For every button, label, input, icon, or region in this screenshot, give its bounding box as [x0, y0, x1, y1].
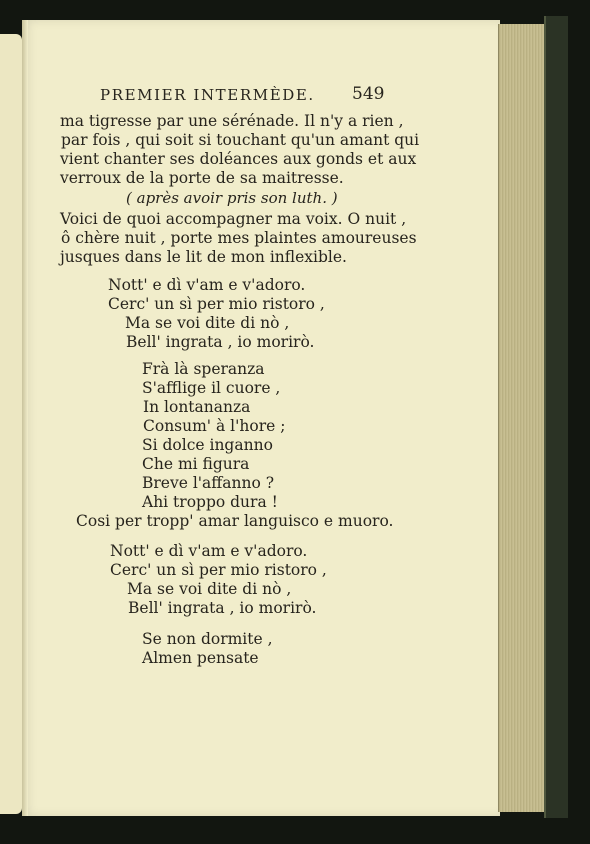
- verse-line: Ma se voi dite di nò ,: [127, 580, 292, 598]
- verse-line: Ma se voi dite di nò ,: [125, 314, 290, 332]
- verse-line: Cerc' un sì per mio ristoro ,: [110, 561, 327, 579]
- prose-line: vient chanter ses doléances aux gonds et aux: [60, 150, 417, 168]
- facing-page-edge: [0, 34, 22, 814]
- verse-line: Che mi figura: [142, 455, 250, 473]
- verse-line: In lontananza: [143, 398, 251, 416]
- verse-line: Bell' ingrata , io morirò.: [128, 599, 317, 617]
- speech-line: ô chère nuit , porte mes plaintes amoureuses: [61, 229, 417, 247]
- verse-line: Nott' e dì v'am e v'adoro.: [108, 276, 306, 294]
- verse-line: Nott' e dì v'am e v'adoro.: [110, 542, 308, 560]
- book-cover-edge: [544, 16, 568, 818]
- verse-line: Breve l'affanno ?: [142, 474, 275, 492]
- verse-line: Se non dormite ,: [142, 630, 273, 648]
- running-head: PREMIER INTERMÈDE.: [100, 86, 315, 104]
- page-fore-edge: [498, 24, 547, 812]
- verse-line: Cosi per tropp' amar languisco e muoro.: [76, 512, 394, 530]
- prose-line: ma tigresse par une sérénade. Il n'y a rien ,: [60, 112, 404, 130]
- speech-line: Voici de quoi accompagner ma voix. O nuit ,: [60, 210, 407, 228]
- verse-line: Ahi troppo dura !: [142, 493, 278, 511]
- prose-line: par fois , qui soit si touchant qu'un amant qui: [61, 131, 420, 149]
- verse-line: Cerc' un sì per mio ristoro ,: [108, 295, 325, 313]
- page-gutter: [22, 20, 28, 816]
- verse-line: Frà là speranza: [142, 360, 265, 378]
- prose-line: verroux de la porte de sa maitresse.: [60, 169, 344, 187]
- verse-line: Consum' à l'hore ;: [143, 417, 286, 435]
- verse-line: S'afflige il cuore ,: [142, 379, 281, 397]
- speech-line: jusques dans le lit de mon inflexible.: [60, 248, 347, 266]
- verse-line: Almen pensate: [142, 649, 259, 667]
- verse-line: Bell' ingrata , io morirò.: [126, 333, 315, 351]
- page-number: 549: [352, 84, 385, 104]
- stage-direction: ( après avoir pris son luth. ): [126, 189, 338, 207]
- verse-line: Si dolce inganno: [142, 436, 273, 454]
